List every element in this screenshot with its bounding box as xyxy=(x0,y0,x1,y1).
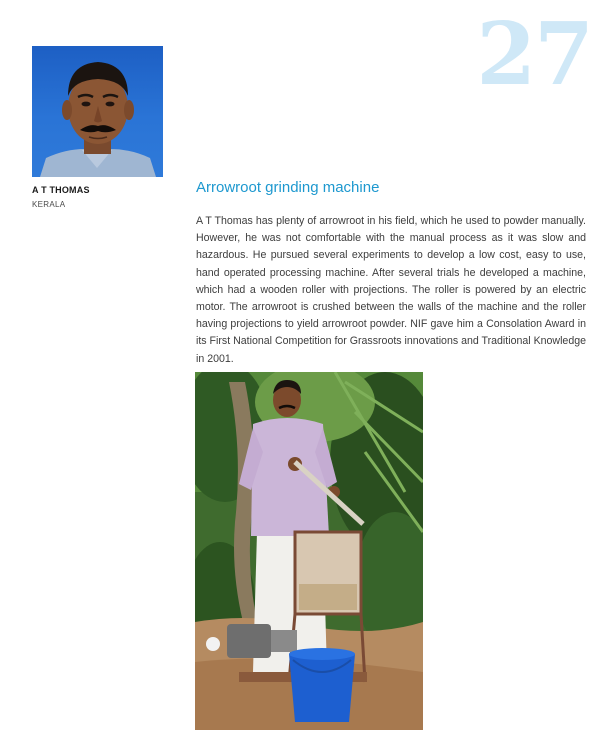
inventor-name: A T THOMAS xyxy=(32,185,90,195)
inventor-portrait xyxy=(32,46,163,177)
page-number: 27 xyxy=(476,4,592,105)
inventor-state: KERALA xyxy=(32,200,66,209)
machine-photo xyxy=(195,372,423,730)
portrait-illustration xyxy=(32,46,163,177)
article-body: A T Thomas has plenty of arrowroot in his field, which he used to powder manually. However, he was not comfortable with the manual process as it was slow and hazardous. He pursued several experiments to develop a low cost, easy to use, hand operated processing machine. After several trials he developed a machine, which had a wooden roller with projections. The roller is powered by an electric motor. The arrowroot is crushed between the walls of the machine and the roller having projections to yield arrowroot powder. NIF gave him a Consolation Award in its First National Competition for Grassroots innovations and Traditional Knowledge in 2001. xyxy=(196,215,586,365)
machine-photo-illustration xyxy=(195,372,423,730)
article-title: Arrowroot grinding machine xyxy=(196,179,380,196)
